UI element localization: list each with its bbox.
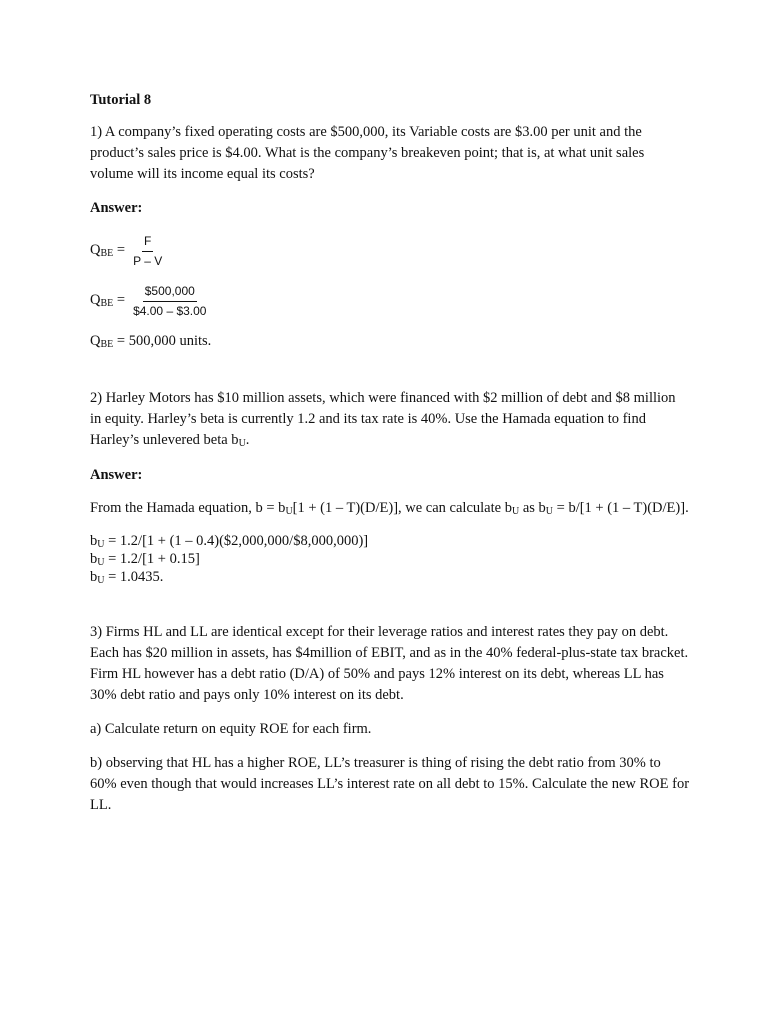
hamada-part-2: [1 + (1 – T)(D/E)], we can calculate b [292,500,512,516]
calc-sub: U [97,557,105,568]
eq2-q: Q [90,292,101,308]
breakeven-substitution [90,281,690,321]
unlevered-beta-calculation [90,533,690,587]
calculation-line [90,533,690,551]
eq2-sub: BE [100,298,114,309]
eq1-sub: BE [100,248,114,259]
calc-b: b [90,569,98,585]
section-spacer [90,366,690,388]
fraction-denominator: P – V [133,253,163,268]
eq1-equals: = [113,242,126,258]
question-3-text: 3) Firms HL and LL are identical except for their leverage ratios and interest rates they pay on debt. Each has $20 million in assets, has $4million of EBIT, and as in the 40% federal-plus-state tax bracket. Firm HL however has a debt ratio (D/A) of 50% and pays 12% interest on its debt, whereas LL has 30% debt ratio and pays only 10% interest on its debt. [90,624,689,703]
question-2-answer-label: Answer: [90,467,143,483]
fraction-numerator: $500,000 [143,284,197,302]
question-3-part-b: b) observing that HL has a higher ROE, LL’s treasurer is thing of rising the debt ratio from 30% to 60% even though that would increases LL’s interest rate on all debt to 15%. Calculate the new ROE for LL. [90,755,690,813]
breakeven-fraction [131,234,164,269]
hamada-equation-text [90,498,690,520]
question-2-main: 2) Harley Motors has $10 million assets, which were financed with $2 million of debt and $8 million in equity. Harley’s beta is currently 1.2 and its tax rate is 40%. Use the Hamada equation to find Harley’s unlevered beta b [90,390,676,448]
fraction-numerator: F [142,234,153,252]
substitution-fraction [131,284,208,319]
calc-rhs: = 1.2/[1 + (1 – 0.4)($2,000,000/$8,000,000)] [104,533,369,549]
eq1-q: Q [90,242,101,258]
question-2-text [90,388,690,452]
section-spacer [90,600,690,622]
question-2-sub: U [238,438,246,449]
fraction-denominator: $4.00 – $3.00 [133,303,207,318]
calc-b: b [90,551,98,567]
hamada-sub-2: U [511,506,520,517]
calculation-line [90,551,690,569]
hamada-sub-1: U [285,506,293,517]
result-text: = 500,000 units. [113,333,212,349]
breakeven-result [90,331,690,353]
hamada-part-4: = b/[1 + (1 – T)(D/E)]. [553,500,689,516]
question-1-text: 1) A company’s fixed operating costs are $500,000, its Variable costs are $3.00 per unit and the product’s sales price is $4.00. What is the company’s breakeven point; that is, at what unit sales volume will its income equal its costs? [90,124,645,182]
hamada-part-3: as b [519,500,546,516]
question-3-part-a: a) Calculate return on equity ROE for each firm. [90,721,372,737]
result-q: Q [90,333,101,349]
calc-sub: U [97,539,105,550]
document-body [90,90,690,829]
breakeven-formula-lhs [90,240,125,262]
hamada-part-1: From the Hamada equation, b = b [90,500,286,516]
calculation-line [90,569,690,587]
calc-rhs: = 1.2/[1 + 0.15] [104,551,200,567]
calc-rhs: = 1.0435. [104,569,164,585]
calc-b: b [90,533,98,549]
breakeven-formula [90,231,690,271]
hamada-sub-3: U [545,506,554,517]
eq2-equals: = [113,292,126,308]
breakeven-substitution-lhs [90,290,125,312]
page-title: Tutorial 8 [90,92,152,108]
question-2-end: . [245,432,250,448]
result-sub: BE [100,339,114,350]
question-1-answer-label: Answer: [90,200,143,216]
calc-sub: U [97,575,105,586]
